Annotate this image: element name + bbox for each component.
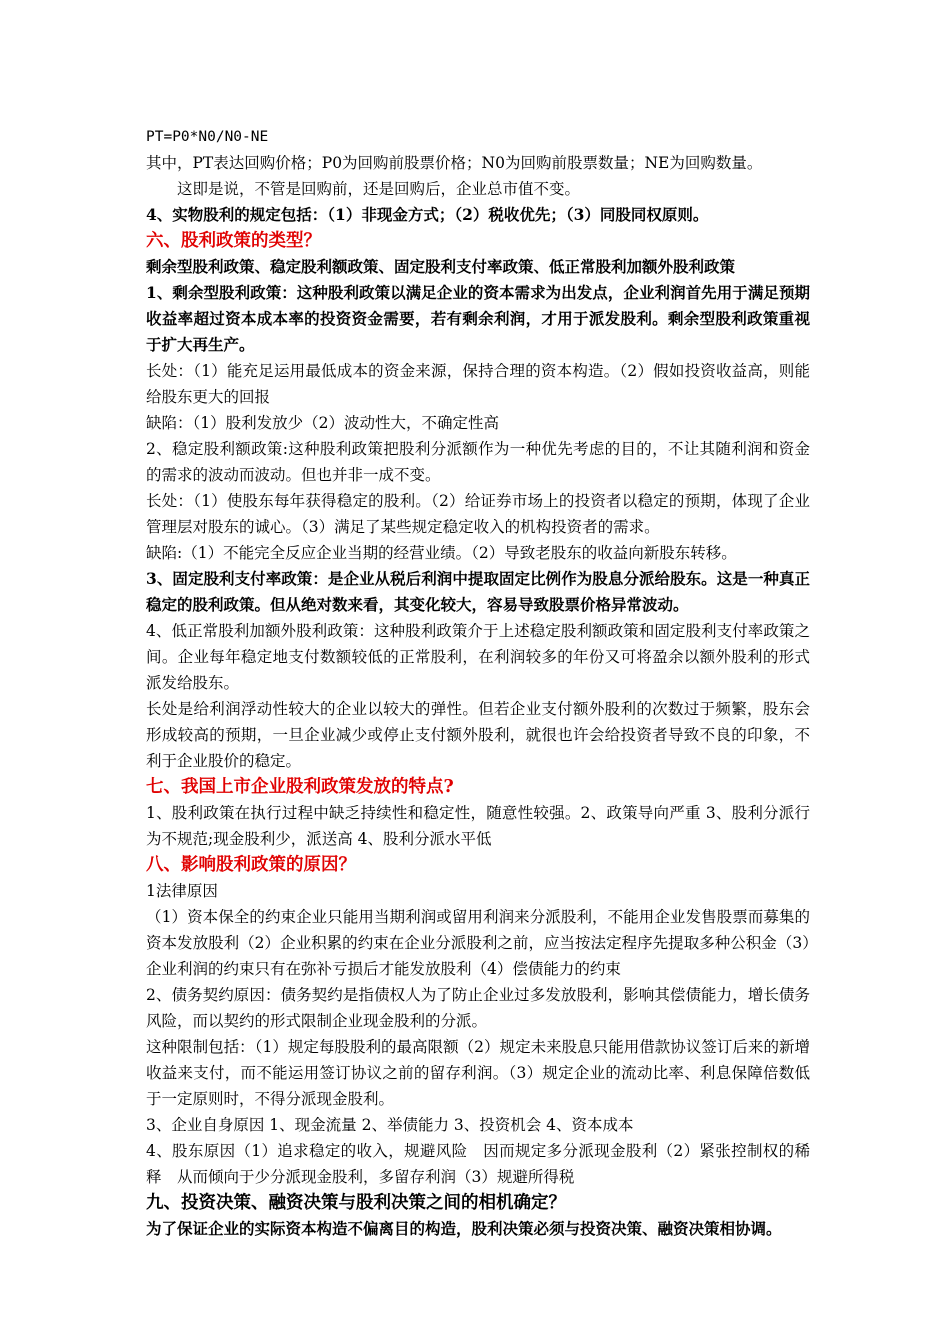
paragraph-debt-covenant: 2、债务契约原因：债务契约是指债权人为了防止企业过多发放股利，影响其偿债能力，增长债务风险，而以契约的形式限制企业现金股利的分派。 — [146, 986, 810, 1030]
section-heading-9: 九、投资决策、融资决策与股利决策之间的相机确定？ — [146, 1193, 566, 1213]
formula-line: PT=P0*N0/N0-NE — [146, 129, 269, 145]
paragraph-residual-advantages: 长处：（1）能充足运用最低成本的资金来源，保持合理的资本构造。（2）假如投资收益高，则能给股东更大的回报 — [146, 362, 810, 406]
paragraph-covenant-limits: 这种限制包括：（1）规定每股股利的最高限额（2）规定未来股息只能用借款协议签订后来的新增收益来支付，而不能运用签订协议之前的留存利润。（3）规定企业的流动比率、利息保障倍数低于一定原则时，不得分派现金股利。 — [146, 1038, 810, 1108]
paragraph-policy-types: 剩余型股利政策、稳定股利额政策、固定股利支付率政策、低正常股利加额外股利政策 — [146, 257, 736, 276]
paragraph-legal-reasons: 1法律原因 — [146, 882, 218, 900]
paragraph-shareholder-reasons: 4、股东原因（1）追求稳定的收入，规避风险 因而规定多分派现金股利（2）紧张控制权的稀释 从而倾向于少分派现金股利，多留存利润（3）规避所得税 — [146, 1142, 810, 1186]
paragraph-listed-company-features: 1、股利政策在执行过程中缺乏持续性和稳定性，随意性较强。2、政策导向严重 3、股利分派行为不规范;现金股利少，派送高 4、股利分派水平低 — [146, 804, 810, 848]
section-heading-7: 七、我国上市企业股利政策发放的特点? — [146, 777, 454, 797]
section-heading-6: 六、股利政策的类型？ — [146, 231, 321, 251]
paragraph-stock-dividend-rules: 4、实物股利的规定包括：（1）非现金方式；（2）税收优先；（3）同股同权原则。 — [146, 205, 709, 224]
section-heading-8: 八、影响股利政策的原因？ — [146, 855, 356, 875]
paragraph-coordination: 为了保证企业的实际资本构造不偏离目的构造，股利决策必须与投资决策、融资决策相协调。 — [146, 1219, 782, 1238]
paragraph-market-value: 这即是说，不管是回购前，还是回购后，企业总市值不变。 — [177, 180, 581, 198]
paragraph-fixed-payout-policy: 3、固定股利支付率政策：是企业从税后利润中提取固定比例作为股息分派给股东。这是一种真正稳定的股利政策。但从绝对数来看，其变化较大，容易导致股票价格异常波动。 — [146, 569, 810, 614]
paragraph-stable-policy: 2、稳定股利额政策:这种股利政策把股利分派额作为一种优先考虑的目的，不让其随利润和资金的需求的波动而波动。但也并非一成不变。 — [146, 440, 810, 484]
paragraph-residual-policy: 1、剩余型股利政策：这种股利政策以满足企业的资本需求为出发点，企业利润首先用于满足预期收益率超过资本成本率的投资资金需要，若有剩余利润，才用于派发股利。剩余型股利政策重视于扩大再生产。 — [146, 283, 810, 354]
paragraph-low-regular-advantages: 长处是给利润浮动性较大的企业以较大的弹性。但若企业支付额外股利的次数过于频繁，股东会形成较高的预期，一旦企业减少或停止支付额外股利，就很也许会给投资者导致不良的印象，不利于企业股价的稳定。 — [146, 700, 810, 770]
paragraph-company-reasons: 3、企业自身原因 1、现金流量 2、举债能力 3、投资机会 4、资本成本 — [146, 1116, 634, 1134]
paragraph-stable-disadvantages: 缺陷:（1）不能完全反应企业当期的经营业绩。（2）导致老股东的收益向新股东转移。 — [146, 544, 737, 562]
document-page — [146, 124, 810, 1242]
paragraph-formula-explanation: 其中，PT表达回购价格；P0为回购前股票价格；N0为回购前股票数量；NE为回购数量。 — [146, 154, 763, 172]
paragraph-stable-advantages: 长处：（1）使股东每年获得稳定的股利。（2）给证券市场上的投资者以稳定的预期，体现了企业管理层对股东的诚心。（3）满足了某些规定稳定收入的机构投资者的需求。 — [146, 492, 810, 536]
paragraph-legal-constraints: （1）资本保全的约束企业只能用当期利润或留用利润来分派股利，不能用企业发售股票而募集的资本发放股利（2）企业积累的约束在企业分派股利之前，应当按法定程序先提取多种公积金（3）企业利润的约束只有在弥补亏损后才能发放股利（4）偿债能力的约束 — [146, 908, 810, 978]
paragraph-low-regular-extra-policy: 4、低正常股利加额外股利政策：这种股利政策介于上述稳定股利额政策和固定股利支付率政策之间。企业每年稳定地支付数额较低的正常股利，在利润较多的年份又可将盈余以额外股利的形式派发给股东。 — [146, 622, 810, 692]
paragraph-residual-disadvantages: 缺陷：（1）股利发放少（2）波动性大，不确定性高 — [146, 414, 499, 432]
